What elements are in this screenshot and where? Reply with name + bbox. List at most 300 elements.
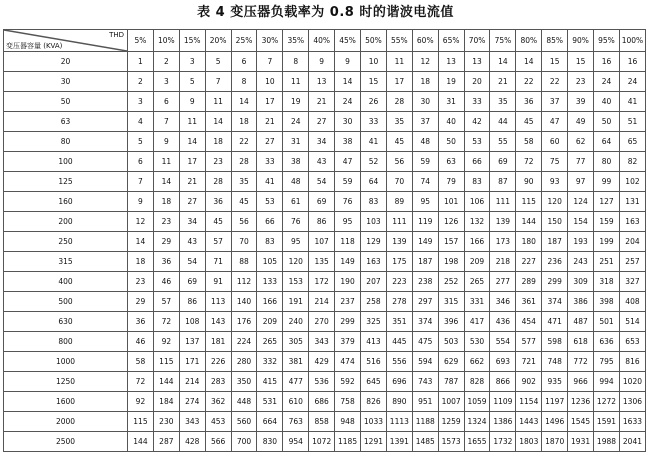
value-cell: 21 [179, 172, 205, 192]
value-cell: 24 [619, 72, 645, 92]
table-row [4, 372, 646, 392]
value-cell: 17 [386, 72, 412, 92]
column-header: 5% [128, 30, 154, 52]
value-cell: 35 [386, 112, 412, 132]
value-cell: 24 [594, 72, 620, 92]
value-cell: 18 [128, 252, 154, 272]
value-cell: 577 [516, 332, 542, 352]
value-cell: 454 [516, 312, 542, 332]
value-cell: 1496 [542, 412, 568, 432]
value-cell: 175 [386, 252, 412, 272]
value-cell: 629 [438, 352, 464, 372]
value-cell: 858 [309, 412, 335, 432]
value-cell: 190 [335, 272, 361, 292]
value-cell: 299 [335, 312, 361, 332]
value-cell: 199 [594, 232, 620, 252]
value-cell: 27 [257, 132, 283, 152]
value-cell: 305 [283, 332, 309, 352]
value-cell: 150 [542, 212, 568, 232]
value-cell: 88 [231, 252, 257, 272]
value-cell: 17 [257, 92, 283, 112]
capacity-cell: 500 [4, 292, 128, 312]
capacity-cell: 1600 [4, 392, 128, 412]
value-cell: 18 [153, 192, 179, 212]
value-cell: 15 [361, 72, 387, 92]
value-cell: 721 [516, 352, 542, 372]
value-cell: 14 [153, 172, 179, 192]
value-cell: 31 [438, 92, 464, 112]
value-cell: 83 [361, 192, 387, 212]
value-cell: 70 [231, 232, 257, 252]
value-cell: 129 [361, 232, 387, 252]
value-cell: 86 [309, 212, 335, 232]
value-cell: 289 [516, 272, 542, 292]
value-cell: 560 [231, 412, 257, 432]
capacity-cell: 125 [4, 172, 128, 192]
value-cell: 4 [128, 112, 154, 132]
value-cell: 50 [438, 132, 464, 152]
value-cell: 198 [438, 252, 464, 272]
value-cell: 386 [568, 292, 594, 312]
value-cell: 270 [309, 312, 335, 332]
value-cell: 24 [335, 92, 361, 112]
value-cell: 157 [438, 232, 464, 252]
value-cell: 243 [568, 252, 594, 272]
value-cell: 133 [257, 272, 283, 292]
value-cell: 5 [205, 52, 231, 72]
value-cell: 554 [490, 332, 516, 352]
value-cell: 6 [231, 52, 257, 72]
value-cell: 951 [412, 392, 438, 412]
value-cell: 173 [490, 232, 516, 252]
column-header: 90% [568, 30, 594, 52]
value-cell: 163 [361, 252, 387, 272]
column-header: 35% [283, 30, 309, 52]
value-cell: 6 [128, 152, 154, 172]
value-cell: 184 [153, 392, 179, 412]
value-cell: 43 [179, 232, 205, 252]
value-cell: 139 [386, 232, 412, 252]
value-cell: 180 [516, 232, 542, 252]
column-header: 65% [438, 30, 464, 52]
table-row [4, 332, 646, 352]
value-cell: 408 [619, 292, 645, 312]
value-cell: 1391 [386, 432, 412, 452]
value-cell: 119 [412, 212, 438, 232]
value-cell: 653 [619, 332, 645, 352]
thd-label: THD [109, 31, 124, 39]
value-cell: 556 [386, 352, 412, 372]
value-cell: 92 [153, 332, 179, 352]
value-cell: 890 [386, 392, 412, 412]
value-cell: 1386 [490, 412, 516, 432]
value-cell: 54 [309, 172, 335, 192]
value-cell: 636 [594, 332, 620, 352]
value-cell: 33 [361, 112, 387, 132]
column-header: 55% [386, 30, 412, 52]
value-cell: 103 [361, 212, 387, 232]
value-cell: 71 [205, 252, 231, 272]
column-header: 70% [464, 30, 490, 52]
value-cell: 1291 [361, 432, 387, 452]
value-cell: 55 [490, 132, 516, 152]
value-cell: 7 [153, 112, 179, 132]
value-cell: 2 [128, 72, 154, 92]
value-cell: 41 [619, 92, 645, 112]
value-cell: 33 [257, 152, 283, 172]
table-row [4, 132, 646, 152]
value-cell: 29 [153, 232, 179, 252]
value-cell: 265 [464, 272, 490, 292]
value-cell: 477 [283, 372, 309, 392]
capacity-cell: 2000 [4, 412, 128, 432]
value-cell: 696 [386, 372, 412, 392]
value-cell: 60 [542, 132, 568, 152]
value-cell: 111 [386, 212, 412, 232]
value-cell: 1485 [412, 432, 438, 452]
value-cell: 14 [231, 92, 257, 112]
value-cell: 417 [464, 312, 490, 332]
value-cell: 66 [464, 152, 490, 172]
value-cell: 209 [257, 312, 283, 332]
value-cell: 21 [309, 92, 335, 112]
value-cell: 297 [412, 292, 438, 312]
value-cell: 144 [153, 372, 179, 392]
value-cell: 1443 [516, 412, 542, 432]
table-row [4, 312, 646, 332]
value-cell: 76 [283, 212, 309, 232]
value-cell: 331 [464, 292, 490, 312]
value-cell: 58 [516, 132, 542, 152]
value-cell: 436 [490, 312, 516, 332]
value-cell: 379 [335, 332, 361, 352]
value-cell: 56 [386, 152, 412, 172]
value-cell: 1306 [619, 392, 645, 412]
value-cell: 45 [386, 132, 412, 152]
value-cell: 11 [283, 72, 309, 92]
corner-header-cell [4, 30, 128, 52]
value-cell: 120 [283, 252, 309, 272]
value-cell: 224 [231, 332, 257, 352]
value-cell: 274 [179, 392, 205, 412]
value-cell: 149 [335, 252, 361, 272]
value-cell: 1185 [335, 432, 361, 452]
value-cell: 37 [542, 92, 568, 112]
value-cell: 9 [179, 92, 205, 112]
value-cell: 70 [386, 172, 412, 192]
value-cell: 37 [412, 112, 438, 132]
value-cell: 3 [179, 52, 205, 72]
value-cell: 351 [386, 312, 412, 332]
value-cell: 139 [490, 212, 516, 232]
capacity-cell: 630 [4, 312, 128, 332]
capacity-cell: 2500 [4, 432, 128, 452]
value-cell: 140 [231, 292, 257, 312]
value-cell: 36 [153, 252, 179, 272]
value-cell: 3 [153, 72, 179, 92]
value-cell: 36 [516, 92, 542, 112]
value-cell: 18 [231, 112, 257, 132]
value-cell: 902 [516, 372, 542, 392]
value-cell: 113 [205, 292, 231, 312]
value-cell: 112 [231, 272, 257, 292]
value-cell: 45 [516, 112, 542, 132]
value-cell: 6 [153, 92, 179, 112]
value-cell: 120 [542, 192, 568, 212]
value-cell: 149 [412, 232, 438, 252]
value-cell: 218 [490, 252, 516, 272]
value-cell: 153 [283, 272, 309, 292]
value-cell: 343 [309, 332, 335, 352]
value-cell: 124 [568, 192, 594, 212]
value-cell: 1870 [542, 432, 568, 452]
value-cell: 14 [205, 112, 231, 132]
value-cell: 49 [568, 112, 594, 132]
value-cell: 299 [542, 272, 568, 292]
value-cell: 1236 [568, 392, 594, 412]
value-cell: 2041 [619, 432, 645, 452]
value-cell: 14 [516, 52, 542, 72]
value-cell: 350 [231, 372, 257, 392]
value-cell: 223 [386, 272, 412, 292]
value-cell: 475 [412, 332, 438, 352]
value-cell: 80 [594, 152, 620, 172]
value-cell: 69 [179, 272, 205, 292]
value-cell: 118 [335, 232, 361, 252]
column-header: 100% [619, 30, 645, 52]
value-cell: 226 [205, 352, 231, 372]
value-cell: 13 [438, 52, 464, 72]
column-header: 75% [490, 30, 516, 52]
value-cell: 27 [179, 192, 205, 212]
value-cell: 258 [361, 292, 387, 312]
value-cell: 209 [464, 252, 490, 272]
capacity-cell: 20 [4, 52, 128, 72]
value-cell: 18 [205, 132, 231, 152]
value-cell: 135 [309, 252, 335, 272]
value-cell: 257 [619, 252, 645, 272]
value-cell: 57 [205, 232, 231, 252]
value-cell: 866 [490, 372, 516, 392]
table-row [4, 252, 646, 272]
value-cell: 214 [309, 292, 335, 312]
value-cell: 22 [516, 72, 542, 92]
value-cell: 35 [490, 92, 516, 112]
value-cell: 75 [542, 152, 568, 172]
value-cell: 332 [257, 352, 283, 372]
value-cell: 374 [542, 292, 568, 312]
column-header: 60% [412, 30, 438, 52]
value-cell: 5 [179, 72, 205, 92]
value-cell: 59 [412, 152, 438, 172]
value-cell: 111 [490, 192, 516, 212]
value-cell: 22 [231, 132, 257, 152]
value-cell: 1931 [568, 432, 594, 452]
value-cell: 34 [309, 132, 335, 152]
value-cell: 77 [568, 152, 594, 172]
value-cell: 14 [335, 72, 361, 92]
capacity-cell: 250 [4, 232, 128, 252]
value-cell: 29 [128, 292, 154, 312]
value-cell: 64 [361, 172, 387, 192]
value-cell: 592 [335, 372, 361, 392]
value-cell: 816 [619, 352, 645, 372]
value-cell: 74 [412, 172, 438, 192]
column-header: 85% [542, 30, 568, 52]
value-cell: 21 [257, 112, 283, 132]
capacity-cell: 800 [4, 332, 128, 352]
value-cell: 107 [309, 232, 335, 252]
value-cell: 9 [335, 52, 361, 72]
value-cell: 445 [386, 332, 412, 352]
value-cell: 26 [361, 92, 387, 112]
value-cell: 618 [568, 332, 594, 352]
capacity-cell: 100 [4, 152, 128, 172]
value-cell: 187 [542, 232, 568, 252]
value-cell: 787 [438, 372, 464, 392]
value-cell: 31 [283, 132, 309, 152]
value-cell: 65 [619, 132, 645, 152]
value-cell: 18 [412, 72, 438, 92]
value-cell: 14 [179, 132, 205, 152]
value-cell: 1007 [438, 392, 464, 412]
value-cell: 105 [257, 252, 283, 272]
value-cell: 79 [438, 172, 464, 192]
value-cell: 23 [128, 272, 154, 292]
value-cell: 144 [128, 432, 154, 452]
value-cell: 686 [309, 392, 335, 412]
value-cell: 14 [128, 232, 154, 252]
column-header: 45% [335, 30, 361, 52]
value-cell: 166 [257, 292, 283, 312]
capacity-cell: 160 [4, 192, 128, 212]
table-row [4, 272, 646, 292]
value-cell: 59 [335, 172, 361, 192]
value-cell: 15 [542, 52, 568, 72]
value-cell: 828 [464, 372, 490, 392]
value-cell: 62 [568, 132, 594, 152]
value-cell: 994 [594, 372, 620, 392]
value-cell: 251 [594, 252, 620, 272]
value-cell: 95 [412, 192, 438, 212]
value-cell: 1272 [594, 392, 620, 412]
capacity-cell: 30 [4, 72, 128, 92]
table-row [4, 192, 646, 212]
value-cell: 13 [309, 72, 335, 92]
value-cell: 87 [490, 172, 516, 192]
value-cell: 830 [257, 432, 283, 452]
value-cell: 137 [179, 332, 205, 352]
value-cell: 1109 [490, 392, 516, 412]
value-cell: 474 [335, 352, 361, 372]
table-row [4, 352, 646, 372]
value-cell: 1988 [594, 432, 620, 452]
value-cell: 191 [283, 292, 309, 312]
column-header: 10% [153, 30, 179, 52]
value-cell: 10 [361, 52, 387, 72]
value-cell: 99 [594, 172, 620, 192]
value-cell: 763 [283, 412, 309, 432]
value-cell: 17 [179, 152, 205, 172]
value-cell: 277 [490, 272, 516, 292]
value-cell: 594 [412, 352, 438, 372]
value-cell: 1154 [516, 392, 542, 412]
value-cell: 2 [153, 52, 179, 72]
value-cell: 89 [386, 192, 412, 212]
value-cell: 23 [568, 72, 594, 92]
value-cell: 193 [568, 232, 594, 252]
value-cell: 413 [361, 332, 387, 352]
table-row [4, 232, 646, 252]
harmonic-current-table [3, 29, 646, 452]
value-cell: 95 [335, 212, 361, 232]
value-cell: 1059 [464, 392, 490, 412]
value-cell: 664 [257, 412, 283, 432]
value-cell: 252 [438, 272, 464, 292]
value-cell: 40 [594, 92, 620, 112]
value-cell: 56 [231, 212, 257, 232]
value-cell: 610 [283, 392, 309, 412]
value-cell: 63 [438, 152, 464, 172]
table-row [4, 72, 646, 92]
value-cell: 536 [309, 372, 335, 392]
value-cell: 265 [257, 332, 283, 352]
table-row [4, 292, 646, 312]
value-cell: 23 [205, 152, 231, 172]
value-cell: 21 [490, 72, 516, 92]
column-header: 15% [179, 30, 205, 52]
value-cell: 1573 [438, 432, 464, 452]
value-cell: 954 [283, 432, 309, 452]
value-cell: 64 [594, 132, 620, 152]
value-cell: 53 [464, 132, 490, 152]
value-cell: 1113 [386, 412, 412, 432]
value-cell: 106 [464, 192, 490, 212]
value-cell: 743 [412, 372, 438, 392]
value-cell: 41 [257, 172, 283, 192]
value-cell: 115 [153, 352, 179, 372]
value-cell: 503 [438, 332, 464, 352]
value-cell: 46 [128, 332, 154, 352]
value-cell: 1633 [619, 412, 645, 432]
value-cell: 35 [231, 172, 257, 192]
value-cell: 143 [205, 312, 231, 332]
value-cell: 487 [568, 312, 594, 332]
value-cell: 86 [179, 292, 205, 312]
value-cell: 9 [309, 52, 335, 72]
value-cell: 283 [205, 372, 231, 392]
value-cell: 346 [490, 292, 516, 312]
value-cell: 115 [516, 192, 542, 212]
value-cell: 20 [464, 72, 490, 92]
value-cell: 181 [205, 332, 231, 352]
value-cell: 948 [335, 412, 361, 432]
table-row [4, 152, 646, 172]
value-cell: 662 [464, 352, 490, 372]
value-cell: 362 [205, 392, 231, 412]
value-cell: 16 [619, 52, 645, 72]
value-cell: 278 [386, 292, 412, 312]
value-cell: 69 [490, 152, 516, 172]
value-cell: 39 [568, 92, 594, 112]
value-cell: 131 [619, 192, 645, 212]
value-cell: 72 [128, 372, 154, 392]
value-cell: 9 [153, 132, 179, 152]
value-cell: 19 [283, 92, 309, 112]
value-cell: 3 [128, 92, 154, 112]
value-cell: 34 [179, 212, 205, 232]
value-cell: 44 [490, 112, 516, 132]
